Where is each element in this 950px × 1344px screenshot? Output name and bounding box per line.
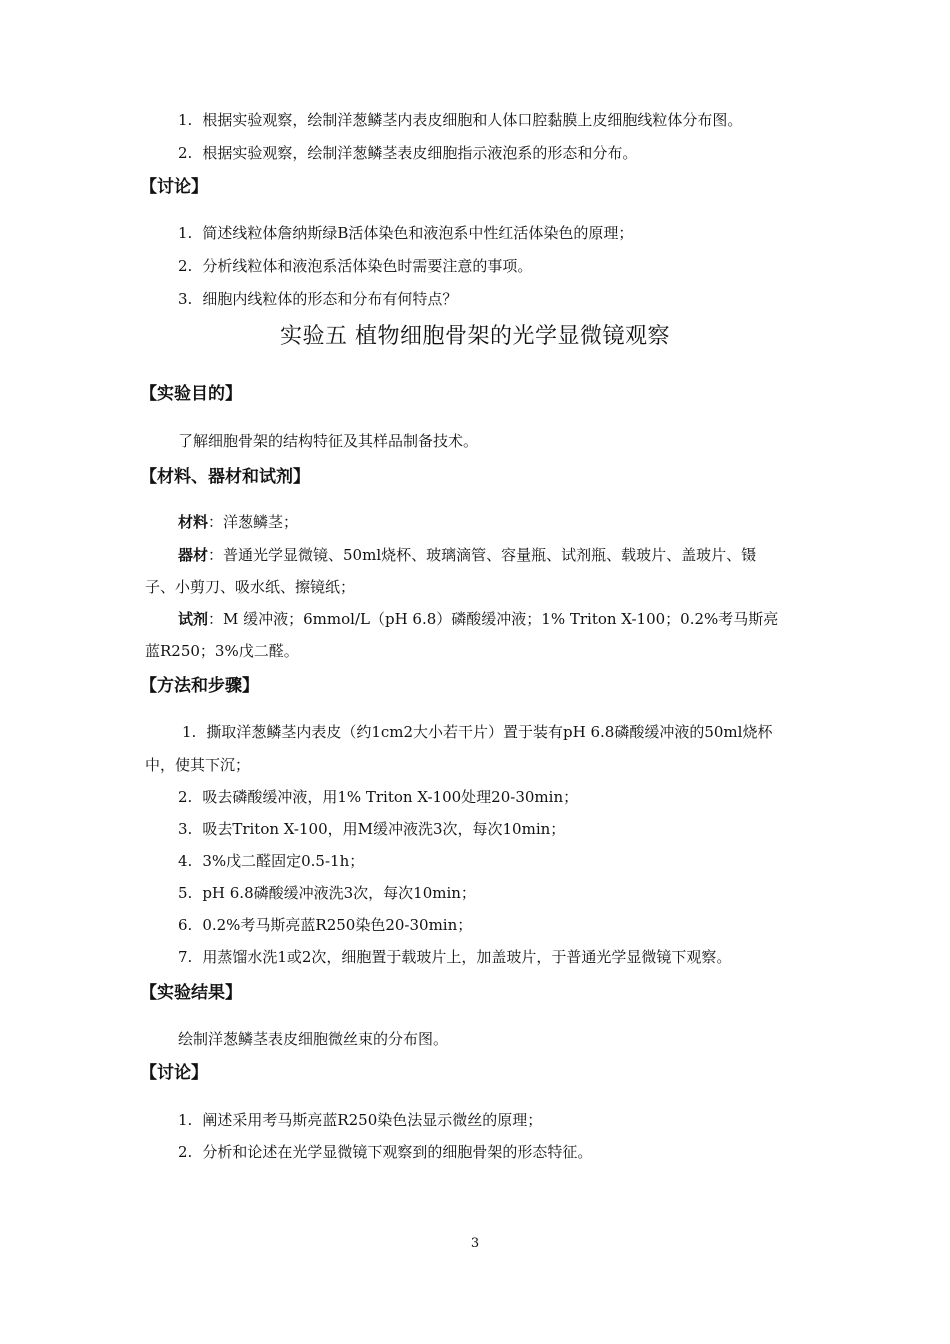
experiment-title: 实验五 植物细胞骨架的光学显微镜观察 [280,324,670,349]
page-number: 3 [470,1236,480,1251]
step-3: 3. 吸去Triton X-100，用M缓冲液洗3次，每次10min； [178,820,566,838]
equipment-label: 器材 [178,546,209,564]
step-7: 7. 用蒸馏水洗1或2次，细胞置于载玻片上，加盖玻片，于普通光学显微镜下观察。 [178,948,732,966]
step-2: 2. 吸去磷酸缓冲液，用1% Triton X-100处理20-30min； [178,788,579,806]
step-6: 6. 0.2%考马斯亮蓝R250染色20-30min； [178,916,473,934]
reagents-label: 试剂 [178,610,209,628]
step-1: 1. 撕取洋葱鳞茎内表皮（约1cm2大小若干片）置于装有pH 6.8磷酸缓冲液的50ml烧杯 [182,723,773,741]
prev-discussion-item-3: 3. 细胞内线粒体的形态和分布有何特点？ [178,290,458,308]
step-1-continued: 中，使其下沉； [145,756,251,774]
discussion-item-2: 2. 分析和论述在光学显微镜下观察到的细胞骨架的形态特征。 [178,1143,593,1161]
prev-result-item-1: 1. 根据实验观察，绘制洋葱鳞茎内表皮细胞和人体口腔黏膜上皮细胞线粒体分布图。 [178,111,743,129]
purpose-heading: 【实验目的】 [140,384,242,404]
prev-discussion-item-1: 1. 简述线粒体詹纳斯绿B活体染色和液泡系中性红活体染色的原理； [178,224,634,242]
materials-line: 材料：洋葱鳞茎； [178,513,299,531]
reagents-line-2: 蓝R250；3%戊二醛。 [145,642,299,660]
prev-discussion-heading: 【讨论】 [140,177,208,197]
materials-label: 材料 [178,513,209,531]
discussion-item-1: 1. 阐述采用考马斯亮蓝R250染色法显示微丝的原理； [178,1111,543,1129]
results-heading: 【实验结果】 [140,983,242,1003]
prev-discussion-item-2: 2. 分析线粒体和液泡系活体染色时需要注意的事项。 [178,257,533,275]
equipment-line-2: 子、小剪刀、吸水纸、擦镜纸； [145,578,356,596]
reagents-line-1: 试剂：M 缓冲液；6mmol/L（pH 6.8）磷酸缓冲液；1% Triton X-100；0.2%考马斯亮 [178,610,779,628]
materials-heading: 【材料、器材和试剂】 [140,467,310,487]
equipment-line-1: 器材：普通光学显微镜、50ml烧杯、玻璃滴管、容量瓶、试剂瓶、载玻片、盖玻片、镊 [178,546,757,564]
results-text: 绘制洋葱鳞茎表皮细胞微丝束的分布图。 [178,1030,449,1048]
discussion-heading: 【讨论】 [140,1063,208,1083]
purpose-text: 了解细胞骨架的结构特征及其样品制备技术。 [178,432,479,450]
prev-result-item-2: 2. 根据实验观察，绘制洋葱鳞茎表皮细胞指示液泡系的形态和分布。 [178,144,638,162]
step-5: 5. pH 6.8磷酸缓冲液洗3次，每次10min； [178,884,476,902]
methods-heading: 【方法和步骤】 [140,676,259,696]
step-4: 4. 3%戊二醛固定0.5-1h； [178,852,365,870]
